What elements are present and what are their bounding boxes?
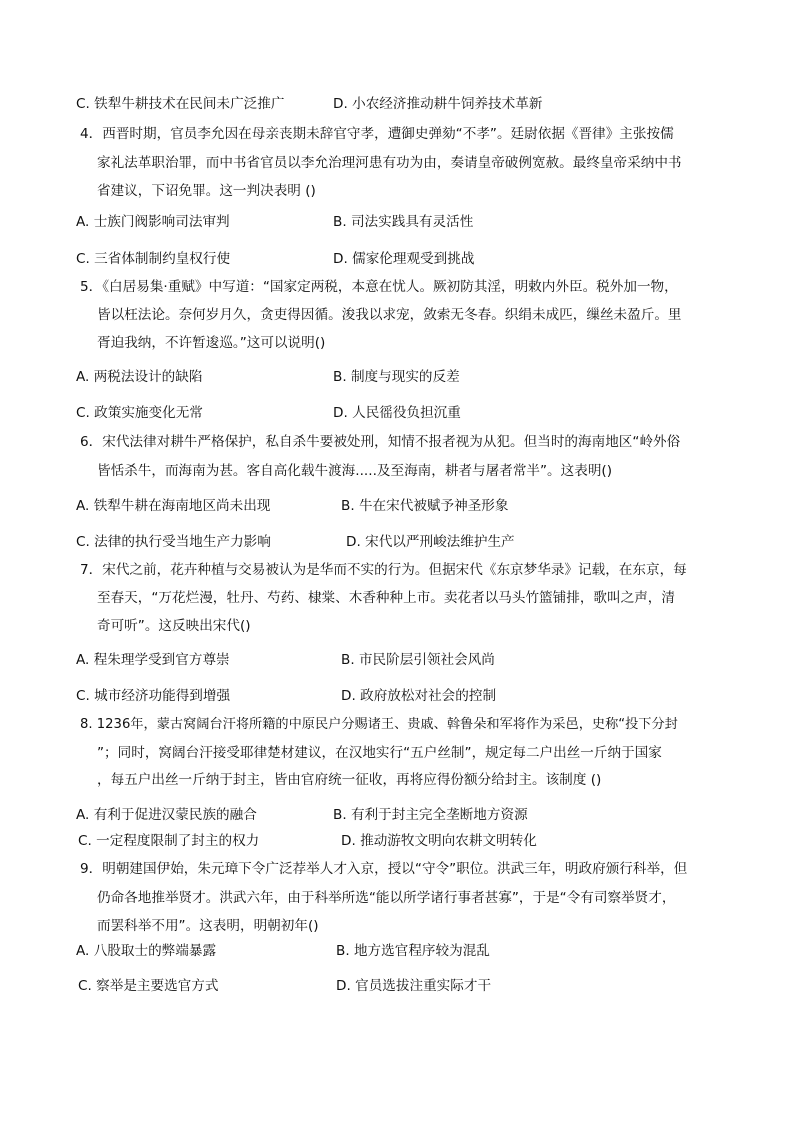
q5-option-b: B. 制度与现实的反差 xyxy=(333,369,460,385)
q7-option-d: D. 政府放松对社会的控制 xyxy=(341,688,497,704)
q9-stem-line-1: 9．明朝建国伊始，朱元璋下令广泛荐举人才入京，授以“守令”职位。洪武三年，明政府颁行科举，但 xyxy=(80,861,688,877)
q5-option-d: D. 人民徭役负担沉重 xyxy=(333,405,461,421)
q8-stem-line-3: ，每五户出丝一斤纳于封主，皆由官府统一征收，再将应得份额分给封主。该制度 () xyxy=(97,772,602,788)
q6-option-a: A. 铁犁牛耕在海南地区尚未出现 xyxy=(76,498,271,514)
q8-option-a: A. 有利于促进汉蒙民族的融合 xyxy=(76,807,257,823)
q5-option-a: A. 两税法设计的缺陷 xyxy=(76,369,203,385)
q5-option-c: C. 政策实施变化无常 xyxy=(76,405,203,421)
q5-stem-line-1: 5．《白居易集·重赋》中写道：“国家定两税，本意在忧人。厥初防其淫，明敕内外臣。税外加一物， xyxy=(80,279,678,295)
q8-stem-line-1: 8. 1236年，蒙古窝阔台汗将所籍的中原民户分赐诸王、贵戚、斡鲁朵和军将作为采邑，史称“投下分封 xyxy=(80,717,678,732)
q7-option-c: C. 城市经济功能得到增强 xyxy=(76,688,231,704)
q9-option-c: C. 察举是主要选官方式 xyxy=(78,978,219,994)
q4-option-c: C. 三省体制制约皇权行使 xyxy=(76,251,231,267)
q4-stem-line-2: 家礼法革职治罪，而中书省官员以李允治理河患有功为由，奏请皇帝破例宽赦。最终皇帝采纳中书 xyxy=(97,155,682,171)
q8-option-d: D. 推动游牧文明向农耕文明转化 xyxy=(341,833,537,849)
q9-option-b: B. 地方选官程序较为混乱 xyxy=(336,943,490,959)
q5-stem-line-3: 胥迫我纳，不许暂逡巡。”这可以说明() xyxy=(97,335,326,351)
q7-stem-line-2: 至春天，“万花烂漫，牡丹、芍药、棣棠、木香种种上市。卖花者以马头竹篮铺排，歌叫之声，清 xyxy=(97,590,675,606)
q7-stem-line-1: 7．宋代之前，花卉种植与交易被认为是华而不实的行为。但据宋代《东京梦华录》记载，在东京，每 xyxy=(80,562,687,578)
q8-stem-line-2: ”；同时，窝阔台汗接受耶律楚材建议，在汉地实行“五户丝制”，规定每二户出丝一斤纳于国家 xyxy=(97,745,662,761)
q6-option-d: D. 宋代以严刑峻法维护生产 xyxy=(346,534,515,550)
q7-option-b: B. 市民阶层引领社会风尚 xyxy=(341,652,495,668)
q7-stem-line-3: 奇可听”。这反映出宋代() xyxy=(97,618,251,634)
q3-option-c: C. 铁犁牛耕技术在民间未广泛推广 xyxy=(76,96,285,112)
q4-option-b: B. 司法实践具有灵活性 xyxy=(333,214,474,230)
q5-stem-line-2: 皆以枉法论。奈何岁月久，贪吏得因循。浚我以求宠，敛索无冬春。织绢未成匹，缫丝未盈斤。里 xyxy=(97,307,682,323)
q9-stem-line-3: 而罢科举不用”。这表明，明朝初年() xyxy=(97,918,319,934)
q4-stem-line-1: 4．西晋时期，官员李允因在母亲丧期未辞官守孝，遭御史弹劾“不孝”。廷尉依据《晋律》主张按儒 xyxy=(80,126,674,142)
q9-stem-line-2: 仍命各地推举贤才。洪武六年，由于科举所选“能以所学诸行事者甚寡”，于是“令有司察举贤才， xyxy=(97,890,676,906)
q6-option-c: C. 法律的执行受当地生产力影响 xyxy=(76,534,271,550)
q3-option-d: D. 小农经济推动耕牛饲养技术革新 xyxy=(333,96,543,112)
q8-option-c: C. 一定程度限制了封主的权力 xyxy=(78,833,260,849)
q8-option-b: B. 有利于封主完全垄断地方资源 xyxy=(333,807,528,823)
q4-stem-line-3: 省建议，下诏免罪。这一判决表明 () xyxy=(97,183,316,199)
q9-option-a: A. 八股取士的弊端暴露 xyxy=(76,943,217,959)
q6-stem-line-2: 皆恬杀牛，而海南为甚。客自高化载牛渡海.....及至海南，耕者与屠者常半”。这表明() xyxy=(97,463,613,479)
q9-option-d: D. 官员选拔注重实际才干 xyxy=(336,978,492,994)
q6-option-b: B. 牛在宋代被赋予神圣形象 xyxy=(341,498,509,514)
q7-option-a: A. 程朱理学受到官方尊崇 xyxy=(76,652,230,668)
q4-option-a: A. 士族门阀影响司法审判 xyxy=(76,214,230,230)
q6-stem-line-1: 6．宋代法律对耕牛严格保护，私自杀牛要被处刑，知情不报者视为从犯。但当时的海南地区“岭外俗 xyxy=(80,434,681,450)
q4-option-d: D. 儒家伦理观受到挑战 xyxy=(333,251,475,267)
